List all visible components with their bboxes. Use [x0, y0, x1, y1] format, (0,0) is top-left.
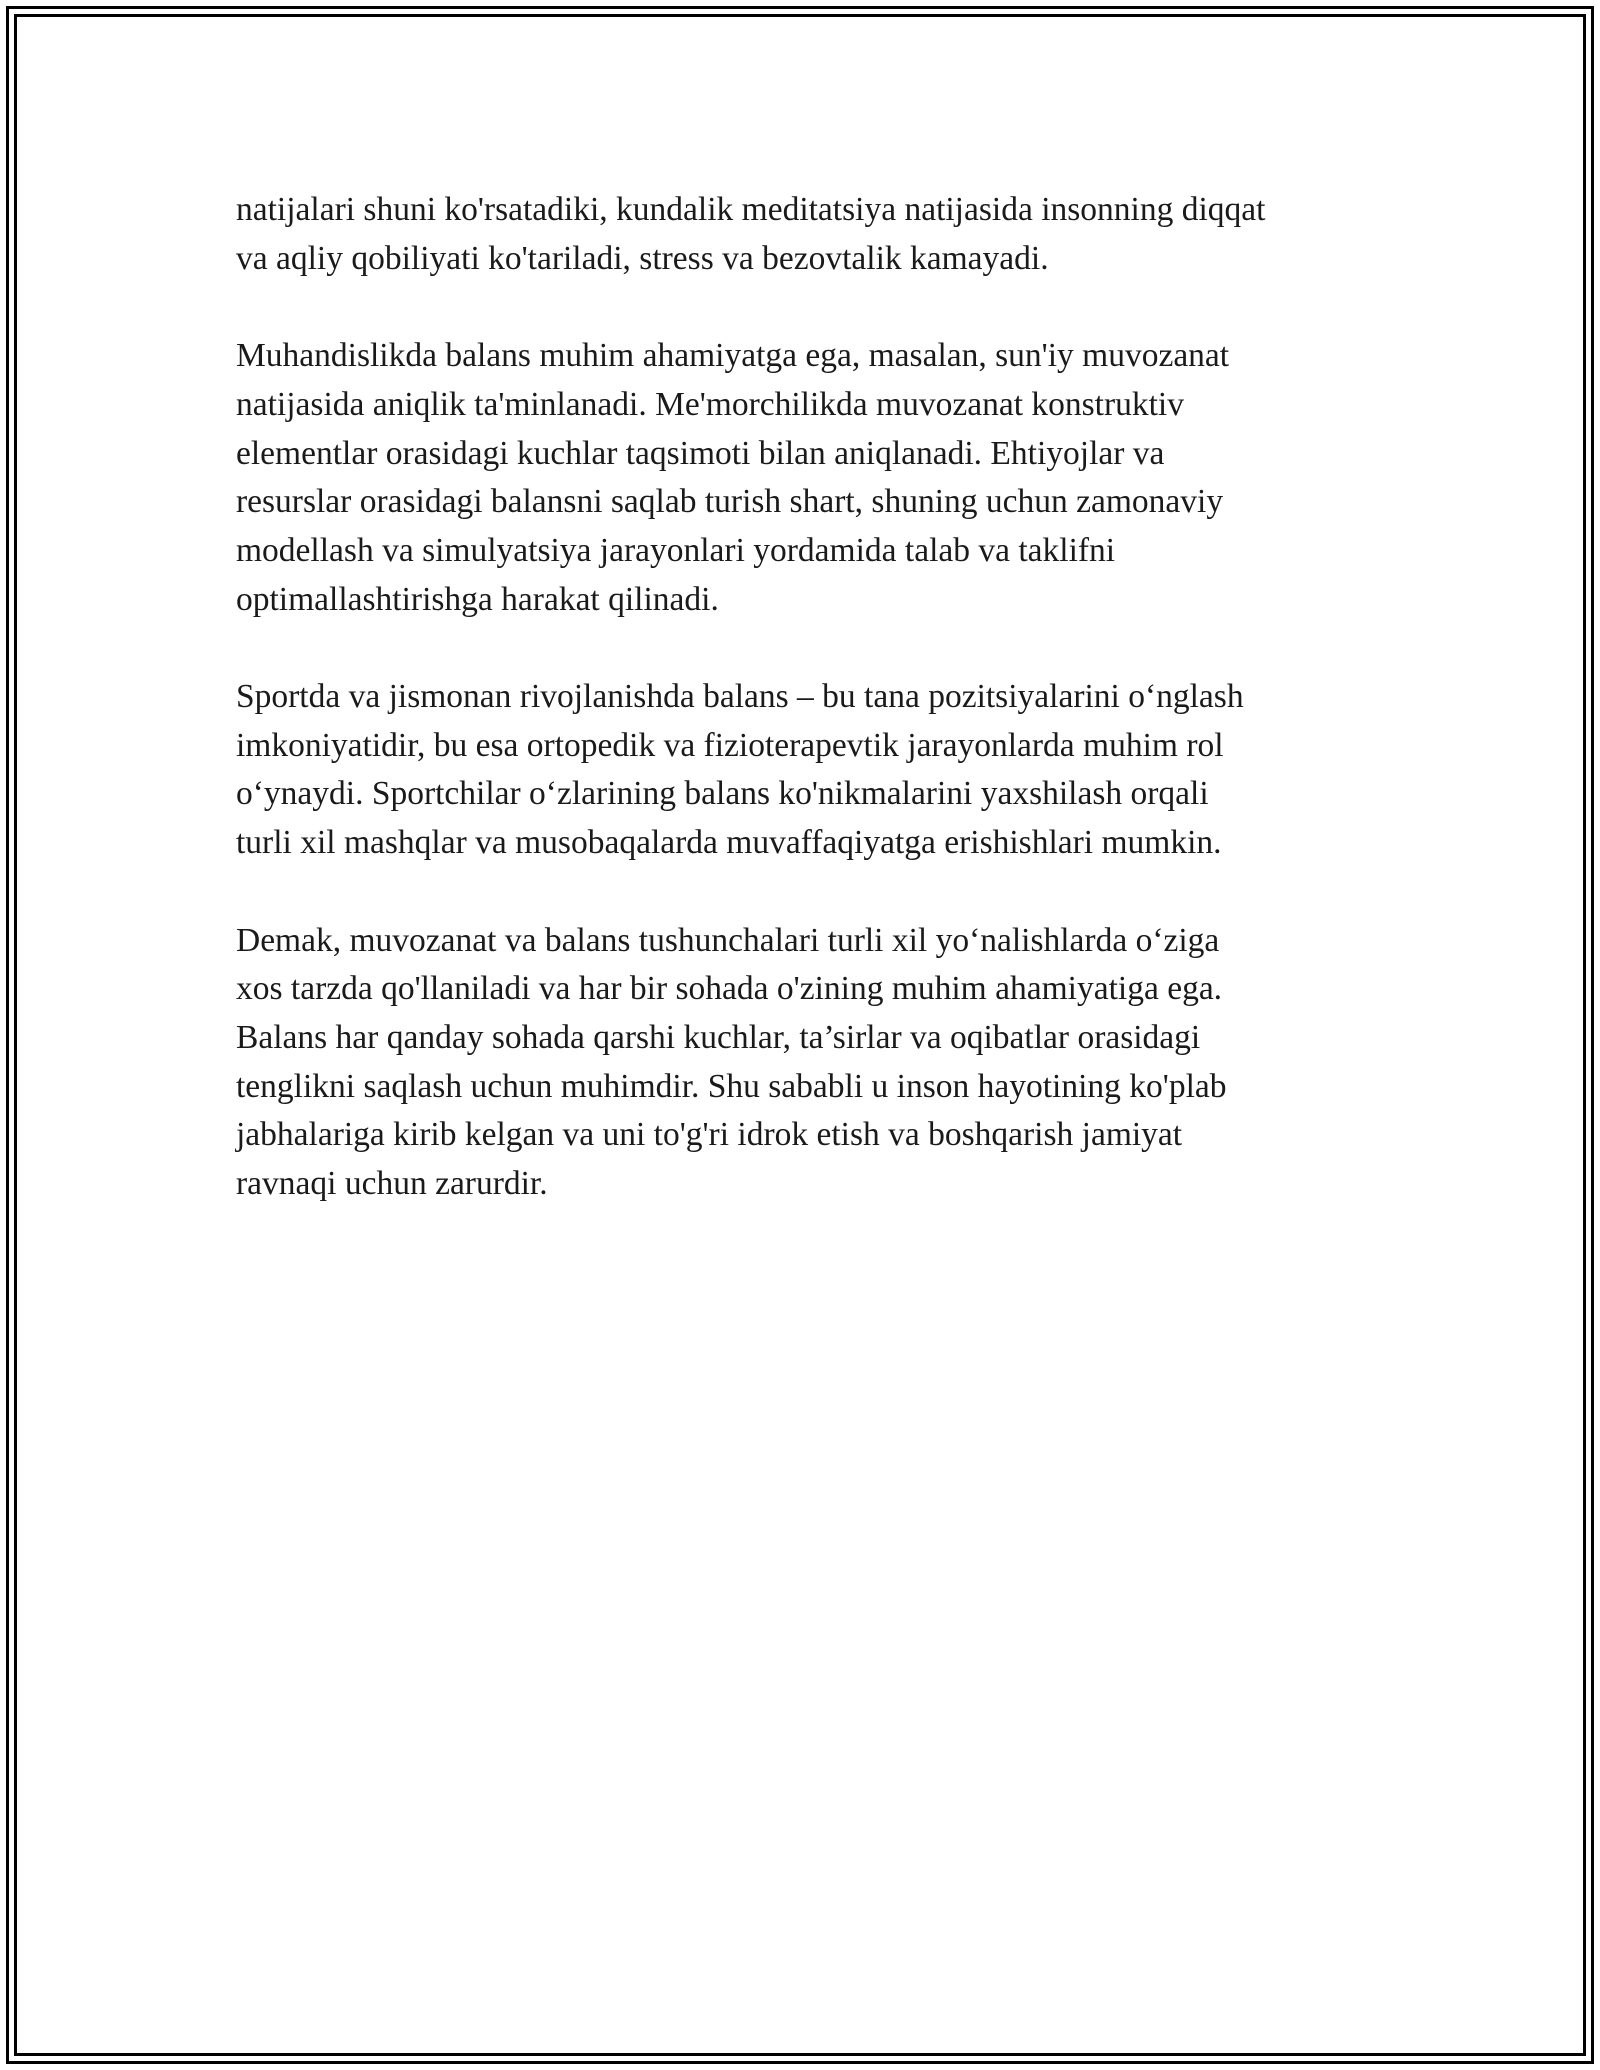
text-line: Muhandislikda balans muhim ahamiyatga ega, masalan, sun'iy muvozanat [236, 337, 1230, 375]
text-line: natijalari shuni ko'rsatadiki, kundalik meditatsiya natijasida insonning diqqat [236, 191, 1266, 228]
text-line: jabhalariga kirib kelgan va uni to'g'ri idrok etish va boshqarish jamiyat [236, 1116, 1183, 1154]
text-line: va aqliy qobiliyati ko'tariladi, stress va bezovtalik kamayadi. [236, 239, 1049, 277]
text-line: modellash va simulyatsiya jarayonlari yordamida talab va taklifni [236, 531, 1116, 569]
text-line: elementlar orasidagi kuchlar taqsimoti bilan aniqlanadi. Ehtiyojlar va [236, 434, 1165, 472]
text-line: Sportda va jismonan rivojlanishda balans – bu tana pozitsiyalarini o‘nglash [236, 678, 1244, 715]
text-line: natijasida aniqlik ta'minlanadi. Me'morchilikda muvozanat konstruktiv [236, 385, 1184, 423]
paragraph-sports-balance [236, 673, 1386, 868]
text-line: Demak, muvozanat va balans tushunchalari turli xil yo‘nalishlarda o‘ziga [236, 921, 1220, 959]
document-body [236, 186, 1386, 1257]
text-line: optimallashtirishga harakat qilinadi. [236, 580, 719, 618]
text-line: Balans har qanday sohada qarshi kuchlar, ta’sirlar va oqibatlar orasidagi [236, 1018, 1201, 1056]
text-line: ravnaqi uchun zarurdir. [236, 1165, 548, 1203]
paragraph-engineering-balance [236, 332, 1386, 624]
text-line: o‘ynaydi. Sportchilar o‘zlarining balans ko'nikmalarini yaxshilash orqali [236, 775, 1209, 813]
paragraph-conclusion [236, 917, 1386, 1209]
paragraph-meditation-results [236, 186, 1386, 283]
text-line: imkoniyatidir, bu esa ortopedik va fizioterapevtik jarayonlarda muhim rol [236, 726, 1224, 764]
text-line: resurslar orasidagi balansni saqlab turish shart, shuning uchun zamonaviy [236, 483, 1224, 521]
text-line: xos tarzda qo'llaniladi va har bir sohada o'zining muhim ahamiyatiga ega. [236, 970, 1223, 1008]
text-line: tenglikni saqlash uchun muhimdir. Shu sababli u inson hayotining ko'plab [236, 1067, 1227, 1105]
text-line: turli xil mashqlar va musobaqalarda muvaffaqiyatga erishishlari mumkin. [236, 824, 1222, 862]
